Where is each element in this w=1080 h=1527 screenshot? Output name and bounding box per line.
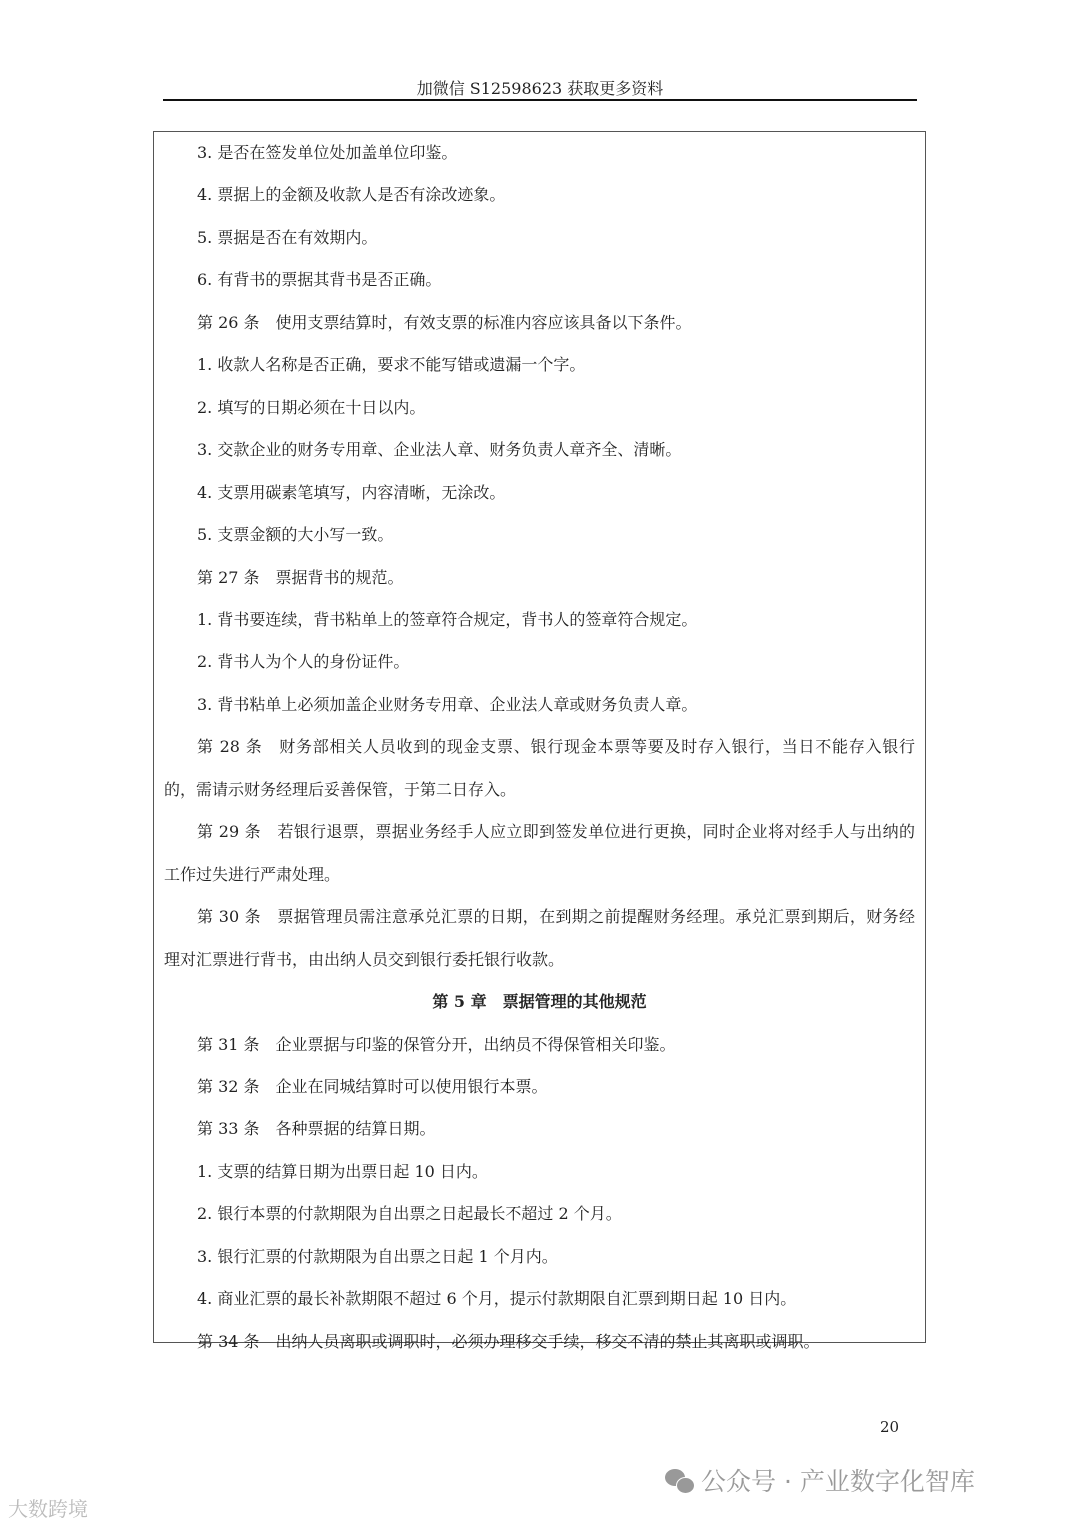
chapter-heading: 第 5 章 票据管理的其他规范	[432, 992, 647, 1012]
paragraph: 5. 支票金额的大小写一致。	[197, 525, 394, 545]
paragraph: 5. 票据是否在有效期内。	[197, 227, 378, 247]
page-number: 20	[880, 1418, 900, 1436]
wechat-watermark	[665, 1462, 975, 1498]
page-header: 加微信 S12598623 获取更多资料	[416, 79, 664, 98]
wechat-icon	[665, 1469, 695, 1493]
paragraph: 第 29 条 若银行退票，票据业务经手人应立即到签发单位进行更换，同时企业将对经手人与出纳的工作过失进行严肃处理。	[164, 822, 915, 884]
paragraph: 第 34 条 出纳人员离职或调职时，必须办理移交手续，移交不清的禁止其离职或调职。	[197, 1331, 820, 1351]
paragraph: 3. 银行汇票的付款期限为自出票之日起 1 个月内。	[197, 1246, 558, 1266]
paragraph: 3. 交款企业的财务专用章、企业法人章、财务负责人章齐全、清晰。	[197, 440, 682, 460]
paragraph: 1. 背书要连续，背书粘单上的签章符合规定，背书人的签章符合规定。	[197, 609, 698, 629]
paragraph: 2. 背书人为个人的身份证件。	[197, 652, 410, 672]
content-box	[153, 131, 926, 1351]
logo-watermark	[8, 1493, 88, 1522]
paragraph: 2. 银行本票的付款期限为自出票之日起最长不超过 2 个月。	[197, 1204, 622, 1224]
paragraph: 第 30 条 票据管理员需注意承兑汇票的日期，在到期之前提醒财务经理。承兑汇票到期后，财务经理对汇票进行背书，由出纳人员交到银行委托银行收款。	[164, 907, 915, 969]
paragraph: 1. 支票的结算日期为出票日起 10 日内。	[197, 1161, 488, 1181]
paragraph: 4. 支票用碳素笔填写，内容清晰，无涂改。	[197, 482, 506, 502]
paragraph: 第 28 条 财务部相关人员收到的现金支票、银行现金本票等要及时存入银行，当日不能存入银行的，需请示财务经理后妥善保管，于第二日存入。	[164, 737, 915, 799]
paragraph: 第 26 条 使用支票结算时，有效支票的标准内容应该具备以下条件。	[197, 312, 692, 332]
header-rule	[163, 99, 917, 101]
paragraph: 1. 收款人名称是否正确，要求不能写错或遗漏一个字。	[197, 355, 586, 375]
paragraph: 第 33 条 各种票据的结算日期。	[197, 1119, 436, 1139]
paragraph: 2. 填写的日期必须在十日以内。	[197, 397, 426, 417]
wechat-watermark-text: 公众号 · 产业数字化智库	[701, 1467, 975, 1496]
paragraph: 3. 背书粘单上必须加盖企业财务专用章、企业法人章或财务负责人章。	[197, 694, 698, 714]
paragraph: 4. 商业汇票的最长补款期限不超过 6 个月，提示付款期限自汇票到期日起 10 日内。	[197, 1289, 797, 1309]
paragraph: 第 32 条 企业在同城结算时可以使用银行本票。	[197, 1076, 548, 1096]
logo-watermark-text: 大数跨境	[8, 1497, 88, 1521]
paragraph: 第 27 条 票据背书的规范。	[197, 567, 404, 587]
paragraph: 6. 有背书的票据其背书是否正确。	[197, 270, 442, 290]
paragraph: 4. 票据上的金额及收款人是否有涂改迹象。	[197, 185, 506, 205]
paragraph: 3. 是否在签发单位处加盖单位印鉴。	[197, 143, 458, 162]
paragraph: 第 31 条 企业票据与印鉴的保管分开，出纳员不得保管相关印鉴。	[197, 1034, 676, 1054]
